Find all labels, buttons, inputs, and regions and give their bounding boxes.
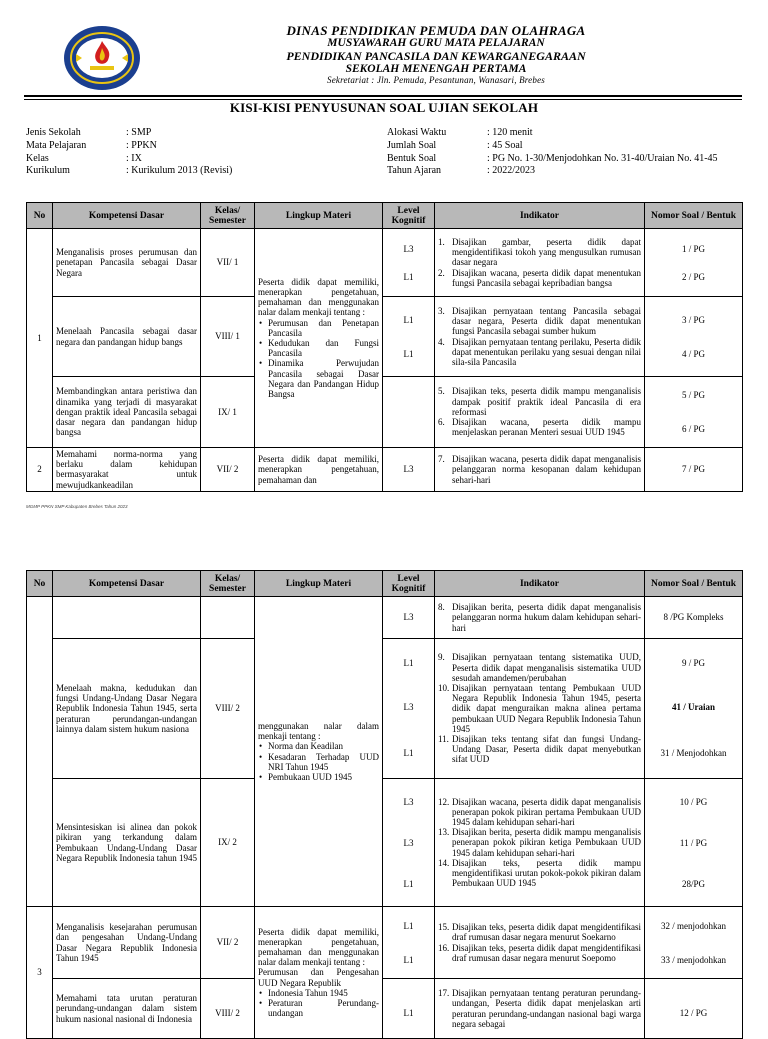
indikator-cell: [435, 907, 645, 979]
blueprint-table-1: [26, 202, 743, 492]
nomor-cell: 8 /PG Kompleks: [645, 597, 743, 639]
kelas-cell: VII/ 1: [201, 229, 255, 297]
lingkup-cell: menggunakan nalar dalam menkaji tentang : • Norma dan Keadilan • Kesadaran Terhadap UUD NRI Tahun 1945 • Pembukaan UUD 1945: [255, 597, 383, 907]
kelas-cell: IX/ 1: [201, 377, 255, 448]
row-number: 1: [27, 229, 53, 448]
list-item: • Norma dan Keadilan: [268, 741, 379, 751]
table-row: [27, 907, 743, 979]
kelas-cell: IX/ 2: [201, 779, 255, 907]
kd-cell: Mensintesiskan isi alinea dan pokok pikiran yang terkandung dalam Pembukaan Undang-Undang Dasar Negara Republik Indonesia tahun 1945: [53, 779, 201, 907]
dinas-logo-icon: [62, 24, 142, 92]
indikator-item: 4. Disajikan pernyataan tentang perilaku, Peserta didik dapat menentukan perilaku yang sesuai dengan nilai sila-sila Pancasila: [438, 336, 641, 367]
lingkup-list: [258, 318, 379, 400]
level-cell: L3: [383, 448, 435, 492]
level-cell: L3 L1: [383, 229, 435, 297]
info-row: Bentuk Soal : PG No. 1-30/Menjodohkan No. 31-40/Uraian No. 41-45: [387, 152, 718, 164]
table-row: [27, 297, 743, 377]
level-cell: L3: [383, 597, 435, 639]
nomor-cell: 9 / PG 41 / Uraian 31 / Menjodohkan: [645, 639, 743, 779]
forum-name: MUSYAWARAH GURU MATA PELAJARAN: [327, 37, 545, 49]
info-row: Jenis Sekolah : SMP: [26, 127, 152, 138]
kelas-cell: VIII/ 2: [201, 979, 255, 1039]
table-header-row: [27, 571, 743, 597]
indikator-item: 17. Disajikan pernyataan tentang peraturan perundang-undangan, Peserta didik dapat menjelaskan arti peraturan perundang-undangan nasional bagi warga negara sebagai: [438, 988, 641, 1029]
indikator-item: 5. Disajikan teks, peserta didik mampu menganalisis dampak positif praktik ideal Pancasila di era reformasi: [438, 386, 641, 417]
indikator-cell: [435, 979, 645, 1039]
info-row: Kelas : IX: [26, 152, 142, 164]
table-row: [27, 229, 743, 297]
list-item: • Kesadaran Terhadap UUD NRI Tahun 1945: [268, 752, 379, 772]
table-row: [27, 639, 743, 779]
row-number: 2: [27, 448, 53, 492]
indikator-item: 12. Disajikan wacana, peserta didik dapat menganalisis penerapan pokok pikiran pertama Pembukaan UUD 1945 dalam kehidupan sehari-hari: [438, 796, 641, 827]
level-cell: L1 L3 L1: [383, 639, 435, 779]
list-item: • Perumusan dan Penetapan Pancasila: [268, 318, 379, 338]
col-kelas-semester: Kelas/ Semester: [201, 571, 255, 597]
subject-name: PENDIDIKAN PANCASILA DAN KEWARGANEGARAAN: [286, 49, 586, 63]
list-item: • Dinamika Perwujudan Pancasila sebagai Dasar Negara dan Pandangan Hidup Bangsa: [268, 358, 379, 399]
level-cell: [383, 377, 435, 448]
table-row: [27, 979, 743, 1039]
indikator-item: 10. Disajikan pernyataan tentang Pembukaan UUD Negara Republik Indonesia Tahun 1945, peserta didik dapat menguraikan makna alinea pertama pembukaan UUD Negara Republik Indonesia Tahun 1945: [438, 682, 641, 734]
kelas-cell: VIII/ 1: [201, 297, 255, 377]
nomor-cell: 3 / PG 4 / PG: [645, 297, 743, 377]
indikator-item: 7. Disajikan wacana, peserta didik dapat menganalisis pelanggaran norma kesopanan dalam kehidupan sehari-hari: [438, 454, 641, 485]
indikator-cell: [435, 779, 645, 907]
lingkup-list: [258, 988, 379, 1019]
footer-note: MGMP PPKN SMP Kabupaten Brebes Tahun 2023: [26, 504, 128, 509]
info-block-left: [26, 127, 232, 178]
indikator-cell: [435, 297, 645, 377]
indikator-item: 9. Disajikan pernyataan tentang sistematika UUD, Peserta didik dapat menganalisis sistematika UUD sesudah amandemen/perubahan: [438, 652, 641, 683]
lingkup-cell: Peserta didik dapat memiliki, menerapkan pengetahuan, pemahaman dan menggunakan nalar dalam menkaji tentang : • Perumusan dan Penetapan Pancasila • Kedudukan dan Fungsi Pancasila • Dinamika Perwujudan Pancasila sebagai Dasar Negara dan Pandangan Hidup Bangsa: [255, 229, 383, 448]
indikator-item: 2. Disajikan wacana, peserta didik dapat menentukan fungsi Pancasila sebagai kepribadian bangsa: [438, 267, 641, 288]
kd-cell: [53, 597, 201, 639]
nomor-cell: 10 / PG 11 / PG 28/PG: [645, 779, 743, 907]
indikator-item: 11. Disajikan teks tentang sifat dan fungsi Undang-Undang Dasar, Peserta didik dapat menyebutkan sifat UUD: [438, 734, 641, 765]
row-number: 3: [27, 907, 53, 1039]
kelas-cell: [201, 597, 255, 639]
info-row: Mata Pelajaran : PPKN: [26, 139, 157, 151]
blueprint-table-2: [26, 570, 743, 1039]
info-row: Alokasi Waktu : 120 menit: [387, 127, 533, 138]
table-row: [27, 597, 743, 639]
nomor-cell: 1 / PG 2 / PG: [645, 229, 743, 297]
col-level-kognitif: Level Kognitif: [383, 571, 435, 597]
info-row: Kurikulum : Kurikulum 2013 (Revisi): [26, 165, 233, 177]
indikator-cell: [435, 639, 645, 779]
row-number: [27, 597, 53, 907]
col-nomor-soal: Nomor Soal / Bentuk: [645, 571, 743, 597]
indikator-cell: [435, 597, 645, 639]
level-cell: L1 L1: [383, 907, 435, 979]
lingkup-cell: Peserta didik dapat memiliki, menerapkan pengetahuan, pemahaman dan menggunakan nalar dalam menkaji tentang : Perumusan dan Pengesahan UUD Negara Republik • Indonesia Tahun 1945 • Peraturan Perundang-undangan: [255, 907, 383, 1039]
indikator-item: 6. Disajikan wacana, peserta didik mampu menjelaskan peranan Menteri sesuai UUD 1945: [438, 417, 641, 438]
info-block-right: [387, 127, 718, 178]
list-item: • Kedudukan dan Fungsi Pancasila: [268, 338, 379, 358]
kd-cell: Menganalisis kesejarahan perumusan dan pengesahan Undang-Undang Dasar Negara Republik Indonesia Tahun 1945: [53, 907, 201, 979]
lingkup-list: [258, 741, 379, 782]
nomor-cell: 32 / menjodohkan 33 / menjodohkan: [645, 907, 743, 979]
kd-cell: Menelaah Pancasila sebagai dasar negara dan pandangan hidup bangs: [53, 297, 201, 377]
letterhead: [0, 0, 768, 98]
document-title: KISI-KISI PENYUSUNAN SOAL UJIAN SEKOLAH: [229, 100, 539, 115]
school-level: SEKOLAH MENENGAH PERTAMA: [345, 63, 527, 75]
indikator-cell: [435, 448, 645, 492]
table-header-row: [27, 203, 743, 229]
level-cell: L1: [383, 979, 435, 1039]
col-lingkup-materi: Lingkup Materi: [255, 203, 383, 229]
secretariat-address: Sekretariat : Jln. Pemuda, Pesantunan, Wanasari, Brebes: [327, 75, 545, 85]
kelas-cell: VII/ 2: [201, 907, 255, 979]
col-no: No: [27, 203, 53, 229]
kd-cell: Memahami norma-norma yang berlaku dalam kehidupan bermasyarakat untuk mewujudkankeadilan: [53, 448, 201, 492]
indikator-cell: [435, 377, 645, 448]
kd-cell: Memahami tata urutan peraturan perundang-undangan dalam sistem hukum nasional nasional di Indonesia: [53, 979, 201, 1039]
lingkup-cell: Peserta didik dapat memiliki, menerapkan pengetahuan, pemahaman dan: [255, 448, 383, 492]
level-cell: L3 L3 L1: [383, 779, 435, 907]
indikator-item: 16. Disajikan teks, peserta didik dapat mengidentifikasi draf rumusan dasar negara menurut Soepomo: [438, 942, 641, 963]
col-indikator: Indikator: [435, 571, 645, 597]
list-item: • Indonesia Tahun 1945: [268, 988, 379, 998]
kelas-cell: VII/ 2: [201, 448, 255, 492]
col-lingkup-materi: Lingkup Materi: [255, 571, 383, 597]
col-kompetensi-dasar: Kompetensi Dasar: [53, 571, 201, 597]
col-no: No: [27, 571, 53, 597]
kd-cell: Menganalisis proses perumusan dan penetapan Pancasila sebagai Dasar Negara: [53, 229, 201, 297]
indikator-cell: [435, 229, 645, 297]
nomor-cell: 7 / PG: [645, 448, 743, 492]
kd-cell: Menelaah makna, kedudukan dan fungsi Undang-Undang Dasar Negara Republik Indonesia Tahun 1945, serta peraturan perundangan-undangan lainnya dalam sistem hukum nasiona: [53, 639, 201, 779]
table-row: [27, 448, 743, 492]
col-kelas-semester: Kelas/ Semester: [201, 203, 255, 229]
indikator-item: 13. Disajikan berita, peserta didik mampu menganalisis penerapan pokok pikiran ketiga Pembukaan UUD 1945 dalam kehidupan sehari-hari: [438, 827, 641, 858]
list-item: • Pembukaan UUD 1945: [268, 772, 379, 782]
indikator-item: 15. Disajikan teks, peserta didik dapat mengidentifikasi draf rumusan dasar negara menurut Soekarno: [438, 922, 641, 943]
level-cell: L1 L1: [383, 297, 435, 377]
indikator-item: 14. Disajikan teks, peserta didik mampu mengidentifikasi urutan pokok-pokok pikiran dalam Pembukaan UUD 1945: [438, 857, 641, 889]
col-nomor-soal: Nomor Soal / Bentuk: [645, 203, 743, 229]
nomor-cell: 5 / PG 6 / PG: [645, 377, 743, 448]
list-item: • Peraturan Perundang-undangan: [268, 998, 379, 1018]
nomor-cell: 12 / PG: [645, 979, 743, 1039]
indikator-item: 3. Disajikan pernyataan tentang Pancasila sebagai dasar negara, Peserta didik dapat menentukan fungsi Pancasila sebagai sumber hukum: [438, 305, 641, 337]
kd-cell: Membandingkan antara peristiwa dan dinamika yang terjadi di masyarakat dengan praktik ideal Pancasila sebagai dasar negara dan pandangan hidup bangsa: [53, 377, 201, 448]
info-row: Tahun Ajaran : 2022/2023: [387, 165, 536, 177]
header-rule-thick: [24, 95, 742, 97]
table-row: [27, 779, 743, 907]
col-kompetensi-dasar: Kompetensi Dasar: [53, 203, 201, 229]
agency-name: DINAS PENDIDIKAN PEMUDA DAN OLAHRAGA: [286, 23, 586, 38]
indikator-item: 1. Disajikan gambar, peserta didik dapat mengidentifikasi tokoh yang mengusulkan rumusan dasar negara: [438, 236, 641, 268]
kelas-cell: VIII/ 2: [201, 639, 255, 779]
indikator-item: 8. Disajikan berita, peserta didik dapat menganalisis pelanggaran norma hukum dalam kehidupan sehari-hari: [438, 602, 641, 633]
table-row: [27, 377, 743, 448]
info-row: Jumlah Soal : 45 Soal: [387, 139, 523, 151]
col-level-kognitif: Level Kognitif: [383, 203, 435, 229]
letterhead-text: [236, 24, 636, 86]
col-indikator: Indikator: [435, 203, 645, 229]
